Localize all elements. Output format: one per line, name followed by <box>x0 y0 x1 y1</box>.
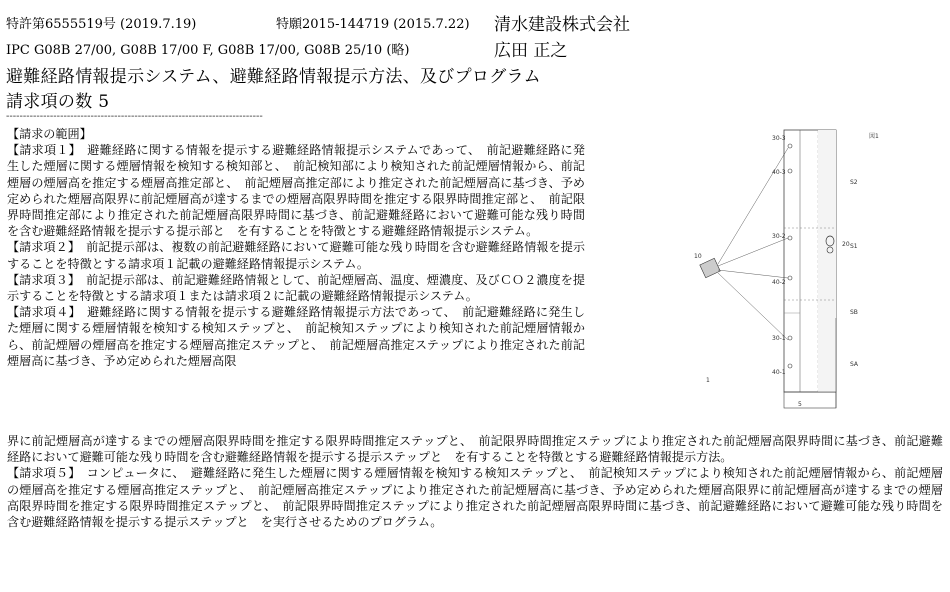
label-1: 1 <box>706 377 710 384</box>
label-sb: SB <box>850 309 858 316</box>
patent-number: 特許第6555519号 (2019.7.19) <box>6 17 197 32</box>
assignee: 清水建設株式会社 <box>494 15 630 35</box>
label-40-2: 40-2 <box>772 279 786 286</box>
label-40-3: 40-3 <box>772 169 786 176</box>
claims-full-width <box>7 433 943 530</box>
claim-4-part-1: 【請求項４】 避難経路に関する情報を提示する避難経路情報提示方法であって、 前記避難経路に発生した煙層に関する煙層情報を検知する検知ステップと、 前記検知ステップにより検知された前記煙層情報から、前記煙層の煙層高を推定する煙層高推定ステップと、 前記煙層高推定ステップにより推定された前記煙層高に基づき、予め定められた煙層高限 <box>7 305 585 368</box>
display-40-2 <box>788 276 792 280</box>
label-10: 10 <box>694 253 702 260</box>
sensor-30-2 <box>788 236 792 240</box>
label-s2: S2 <box>850 179 858 186</box>
ipc-classification: IPC G08B 27/00, G08B 17/00 F, G08B 17/00, G08B 25/10 (略) <box>6 43 410 58</box>
figure-label: 図1 <box>869 133 879 140</box>
separator-line: ---------------------------------------------------------------------------- <box>6 111 263 122</box>
display-40-3 <box>788 169 792 173</box>
application-number: 特願2015-144719 (2015.7.22) <box>276 17 470 32</box>
claim-1: 【請求項１】 避難経路に関する情報を提示する避難経路情報提示システムであって、 前記避難経路に発生した煙層に関する煙層情報を検知する検知部と、 前記検知部により検知された前記煙層情報から、前記煙層の煙層高を推定する煙層高推定部と、 前記煙層高推定部により推定された前記煙層高に基づき、予め定められた煙層高限界に前記煙層高が達するまでの煙層高限界時間を推定する限界時間推定部と、 前記限界時間推定部により推定された前記煙層高限界時間に基づき、前記避難経路において避難可能な残り時間を含む避難経路情報を提示する提示部と を有することを特徴とする避難経路情報提示システム。 <box>7 143 585 239</box>
sensor-30-3 <box>788 144 792 148</box>
label-30-3: 30-3 <box>772 135 786 142</box>
claim-count: 請求項の数 5 <box>6 92 110 112</box>
label-s1: S1 <box>850 243 858 250</box>
label-30-1: 30-1 <box>772 335 786 342</box>
claim-5: 【請求項５】 コンピュータに、 避難経路に発生した煙層に関する煙層情報を検知する検知ステップと、 前記検知ステップにより検知された前記煙層情報から、前記煙層の煙層高を推定する煙層高推定ステップと、 前記煙層高推定ステップにより推定された前記煙層高に基づき、予め定められた煙層高限界に前記煙層高が達するまでの煙層高限界時間を推定する限界時間推定ステップと、 前記限界時間推定ステップにより推定された前記煙層高限界時間に基づき、前記避難経路において避難可能な残り時間を含む避難経路情報を提示する提示ステップと を実行させるためのプログラム。 <box>7 466 944 530</box>
label-20: 20 <box>842 241 850 248</box>
claim-4-part-2: 界に前記煙層高が達するまでの煙層高限界時間を推定する限界時間推定ステップと、 前記限界時間推定ステップにより推定された前記煙層高限界時間に基づき、前記避難経路において避難可能な残り時間を含む避難経路情報を提示する提示ステップと を有することを特徴とする避難経路情報提示方法。 <box>7 434 944 465</box>
label-5: 5 <box>798 401 802 408</box>
sensor-30-1 <box>788 336 792 340</box>
display-40-1 <box>788 364 792 368</box>
patent-figure <box>672 128 922 413</box>
claim-2: 【請求項２】 前記提示部は、複数の前記避難経路において避難可能な残り時間を含む避難経路情報を提示することを特徴とする請求項１記載の避難経路情報提示システム。 <box>7 240 585 271</box>
claims-column <box>7 126 585 369</box>
label-40-1: 40-1 <box>772 369 786 376</box>
inventor: 広田 正之 <box>494 41 568 61</box>
claim-3: 【請求項３】 前記提示部は、前記避難経路情報として、前記煙層高、温度、煙濃度、及びＣＯ２濃度を提示することを特徴とする請求項１または請求項２に記載の避難経路情報提示システム。 <box>7 272 585 304</box>
label-sa: SA <box>850 361 859 368</box>
claims-heading: 【請求の範囲】 <box>7 127 92 141</box>
invention-title: 避難経路情報提示システム、避難経路情報提示方法、及びプログラム <box>6 67 541 87</box>
computer-icon <box>700 258 720 277</box>
label-30-2: 30-2 <box>772 233 786 240</box>
